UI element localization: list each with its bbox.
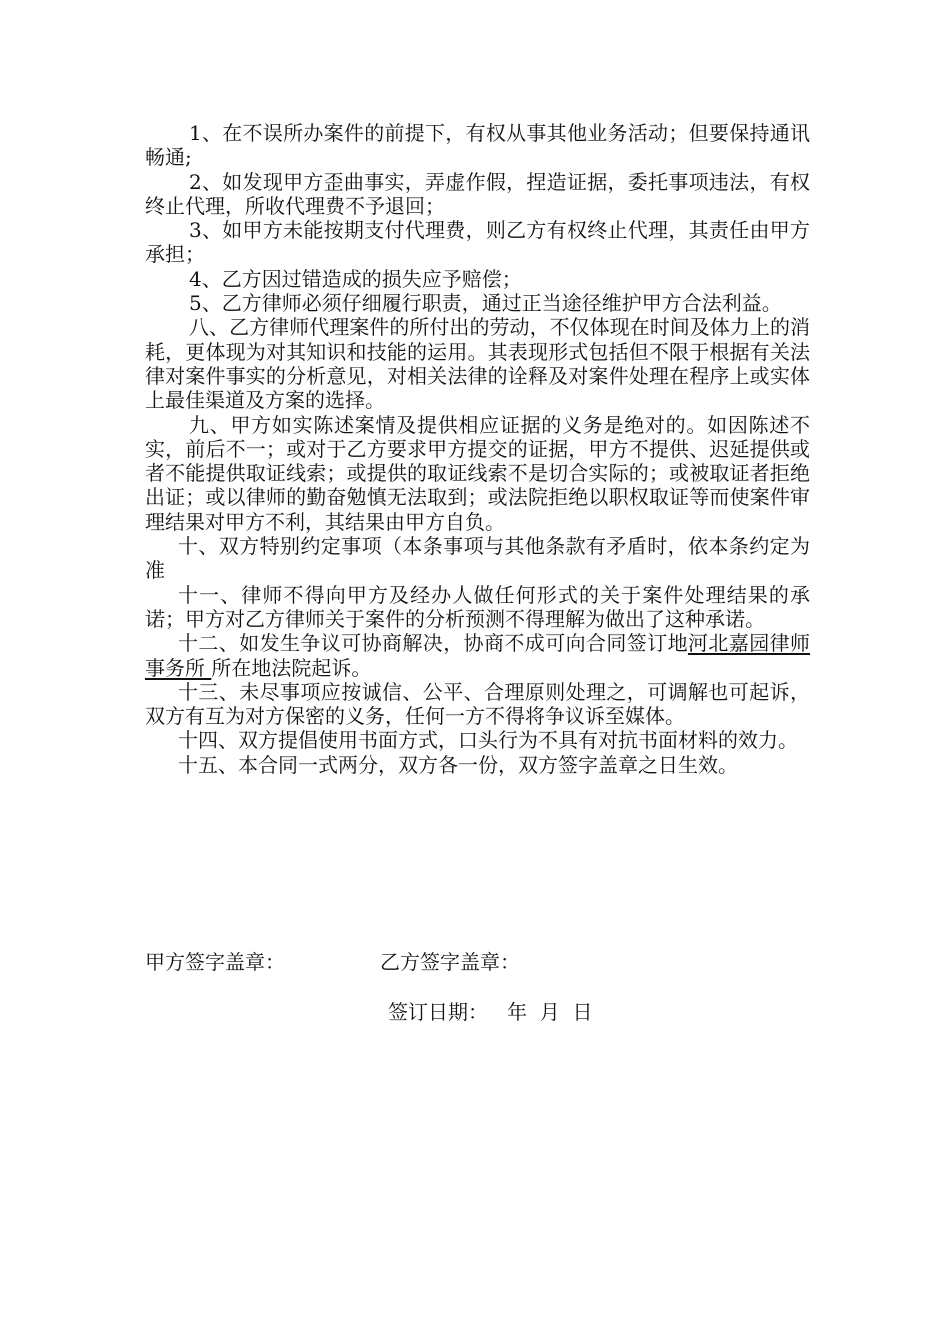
clause-4: 4、乙方因过错造成的损失应予赔偿； — [189, 266, 522, 291]
clause-8: 八、乙方律师代理案件的所付出的劳动，不仅体现在时间及体力上的消耗，更体现为对其知识和技能的运用。其表现形式包括但不限于根据有关法律对案件事实的分析意见，对相关法律的诠释及对案件处理在程序上或实体上最佳渠道及方案的选择。 — [145, 315, 810, 413]
party-a-signature-label: 甲方签字盖章： — [145, 950, 285, 974]
clause-13: 十三、未尽事项应按诚信、公平、合理原则处理之，可调解也可起诉，双方有互为对方保密的义务，任何一方不得将争议诉至媒体。 — [145, 679, 810, 729]
clause-2: 2、如发现甲方歪曲事实，弄虚作假，捏造证据，委托事项违法，有权终止代理，所收代理费不予退回； — [145, 169, 810, 218]
clause-12-text-before: 十二、如发生争议可协商解决，协商不成可向合同签订地 — [178, 631, 688, 656]
clause-15: 十五、本合同一式两分，双方各一份，双方签字盖章之日生效。 — [178, 752, 738, 777]
signing-date-label: 签订日期： 年 月 日 — [388, 1000, 593, 1024]
clause-12 — [145, 631, 810, 680]
clause-14: 十四、双方提倡使用书面方式，口头行为不具有对抗书面材料的效力。 — [178, 728, 798, 753]
clause-11: 十一、律师不得向甲方及经办人做任何形式的关于案件处理结果的承诺；甲方对乙方律师关于案件的分析预测不得理解为做出了这种承诺。 — [145, 582, 810, 631]
clause-10: 十、双方特别约定事项（本条事项与其他条款有矛盾时，依本条约定为准 — [145, 534, 810, 583]
clause-12-text-after: 所在地法院起诉。 — [211, 655, 372, 680]
law-firm-name: 河北嘉园律师事务所 — [145, 631, 811, 680]
contract-body — [145, 121, 810, 777]
clause-5: 5、乙方律师必须仔细履行职责，通过正当途径维护甲方合法利益。 — [189, 291, 782, 316]
clause-3: 3、如甲方未能按期支付代理费，则乙方有权终止代理，其责任由甲方承担； — [145, 218, 810, 267]
clause-1: 1、在不误所办案件的前提下，有权从事其他业务活动；但要保持通讯畅通; — [145, 121, 810, 170]
clause-9: 九、甲方如实陈述案情及提供相应证据的义务是绝对的。如因陈述不实，前后不一；或对于乙方要求甲方提交的证据，甲方不提供、迟延提供或者不能提供取证线索；或提供的取证线索不是切合实际的；或被取证者拒绝出证；或以律师的勤奋勉慎无法取到；或法院拒绝以职权取证等而使案件审理结果对甲方不利，其结果由甲方自负。 — [145, 412, 810, 534]
party-b-signature-label: 乙方签字盖章： — [380, 950, 520, 974]
